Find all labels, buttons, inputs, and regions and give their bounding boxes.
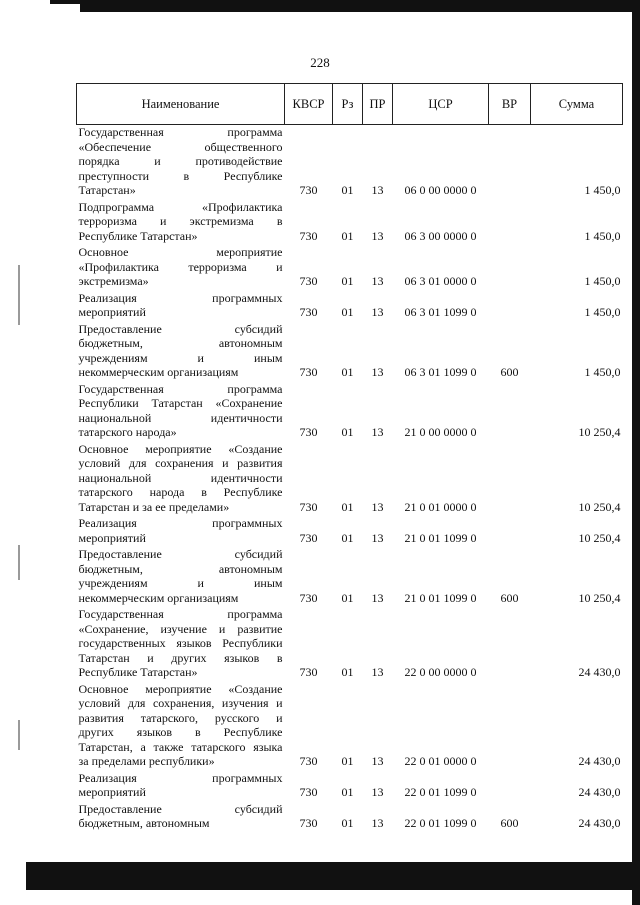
row-name-line: «Обеспечение общественного (78, 139, 283, 154)
row-csr-cell: 06 0 00 0000 0 (404, 183, 477, 197)
scan-artifact-mark (18, 720, 20, 750)
row-csr-cell: 06 3 00 0000 0 (404, 228, 477, 243)
row-rz-cell: 01 (341, 785, 354, 799)
column-header-pr: ПР (363, 84, 393, 125)
row-name-line: Татарстан» (78, 183, 136, 197)
row-vr-cell: 600 (500, 590, 519, 605)
table-row (77, 382, 623, 442)
scan-artifact-mark (18, 265, 20, 325)
row-sum-cell: 24 430,0 (578, 816, 621, 830)
row-name-line: «Профилактика терроризма и (78, 259, 283, 274)
row-csr-cell: 22 0 01 1099 0 (404, 785, 477, 799)
row-name-cell (77, 682, 285, 771)
row-csr-cell: 06 3 01 1099 0 (404, 365, 477, 379)
row-name-cell (77, 322, 285, 382)
row-rz-cell: 01 (341, 590, 354, 605)
row-vr-cell (489, 125, 531, 200)
row-vr-cell (489, 442, 531, 517)
table-row (77, 245, 623, 291)
row-vr-cell (489, 245, 531, 291)
row-name-line: Республике Татарстан» (78, 665, 198, 679)
row-name-line: некоммерческим организациям (78, 590, 239, 605)
row-sum-cell: 10 250,4 (578, 530, 621, 545)
row-name-line: татарского народа» (78, 425, 177, 439)
row-kvsr-cell: 730 (299, 785, 318, 799)
row-sum-cell: 24 430,0 (578, 754, 621, 768)
row-name-cell (77, 291, 285, 322)
row-kvsr-cell: 730 (299, 274, 318, 288)
row-name-line: Реализация программных (78, 770, 283, 785)
row-rz-cell: 01 (341, 754, 354, 768)
row-name-line: Реализация программных (78, 516, 283, 530)
row-vr-cell (489, 516, 531, 547)
row-name-cell (77, 200, 285, 246)
row-pr-cell: 13 (371, 785, 384, 799)
row-rz-cell: 01 (341, 228, 354, 243)
row-csr-cell: 06 3 01 0000 0 (404, 274, 477, 288)
table-row (77, 125, 623, 200)
row-vr-cell (489, 771, 531, 802)
row-rz-cell: 01 (341, 365, 354, 379)
row-csr-cell: 21 0 00 0000 0 (404, 425, 477, 439)
row-pr-cell: 13 (371, 590, 384, 605)
column-header-vr: ВР (489, 84, 531, 125)
row-name-line: условий для сохранения и развития (78, 456, 283, 470)
table-row (77, 802, 623, 833)
row-pr-cell: 13 (371, 816, 384, 830)
row-pr-cell: 13 (371, 183, 384, 197)
row-name-line: преступности в Республике (78, 168, 283, 183)
table-header (77, 84, 623, 125)
row-kvsr-cell: 730 (299, 530, 318, 545)
row-csr-cell: 21 0 01 1099 0 (404, 530, 477, 545)
row-name-line: Предоставление субсидий (78, 547, 283, 561)
row-sum-cell: 10 250,4 (578, 425, 621, 439)
row-kvsr-cell: 730 (299, 816, 318, 830)
row-kvsr-cell: 730 (299, 590, 318, 605)
row-name-line: Татарстан и за ее пределами» (78, 499, 230, 514)
row-rz-cell: 01 (341, 665, 354, 679)
scan-border-right (632, 0, 640, 905)
row-name-line: терроризма и экстремизма в (78, 214, 283, 228)
row-name-line: бюджетным, автономным (78, 816, 210, 830)
row-name-line: Государственная программа (78, 607, 283, 621)
row-name-cell (77, 125, 285, 200)
row-vr-cell: 600 (500, 816, 519, 830)
row-name-line: за пределами республики» (78, 754, 215, 768)
row-name-line: учреждениям и иным (78, 576, 283, 590)
row-rz-cell: 01 (341, 274, 354, 288)
scan-artifact-mark (18, 545, 20, 580)
row-vr-cell (489, 382, 531, 442)
page-number: 228 (310, 55, 330, 70)
row-name-line: условий для сохранения, изучения и (78, 696, 283, 710)
row-pr-cell: 13 (371, 274, 384, 288)
row-pr-cell: 13 (371, 754, 384, 768)
row-name-line: бюджетным, автономным (78, 336, 283, 350)
row-name-line: Государственная программа (78, 381, 283, 396)
row-sum-cell: 10 250,4 (578, 499, 621, 514)
row-sum-cell: 24 430,0 (578, 785, 621, 799)
row-name-line: развития татарского, русского и (78, 710, 283, 725)
row-name-line: государственных языков Республики (78, 636, 283, 650)
row-csr-cell: 22 0 01 1099 0 (404, 816, 477, 830)
row-csr-cell: 21 0 01 1099 0 (404, 590, 477, 605)
row-sum-cell: 1 450,0 (584, 274, 621, 288)
table-row (77, 547, 623, 607)
row-csr-cell: 06 3 01 1099 0 (404, 305, 477, 319)
row-name-line: Государственная программа (78, 125, 283, 139)
row-kvsr-cell: 730 (299, 305, 318, 319)
row-name-cell (77, 442, 285, 517)
row-vr-cell (489, 682, 531, 771)
row-sum-cell: 1 450,0 (584, 228, 621, 243)
row-pr-cell: 13 (371, 425, 384, 439)
row-name-line: Республике Татарстан» (78, 228, 198, 243)
row-rz-cell: 01 (341, 816, 354, 830)
row-vr-cell (489, 291, 531, 322)
row-csr-cell: 21 0 01 0000 0 (404, 499, 477, 514)
row-kvsr-cell: 730 (299, 665, 318, 679)
row-name-cell (77, 547, 285, 607)
row-rz-cell: 01 (341, 305, 354, 319)
scan-border-bottom (26, 862, 640, 890)
row-pr-cell: 13 (371, 228, 384, 243)
table-row (77, 771, 623, 802)
row-vr-cell (489, 607, 531, 682)
row-name-line: экстремизма» (78, 274, 149, 288)
table-row (77, 322, 623, 382)
row-kvsr-cell: 730 (299, 183, 318, 197)
row-name-line: Республики Татарстан «Сохранение (78, 396, 283, 410)
table-body (77, 125, 623, 833)
row-csr-cell: 22 0 00 0000 0 (404, 665, 477, 679)
row-name-cell (77, 607, 285, 682)
row-name-line: Предоставление субсидий (78, 321, 283, 336)
row-pr-cell: 13 (371, 305, 384, 319)
row-name-cell (77, 516, 285, 547)
row-pr-cell: 13 (371, 499, 384, 514)
row-name-line: других языков в Республике (78, 725, 283, 739)
row-rz-cell: 01 (341, 499, 354, 514)
row-name-line: Подпрограмма «Профилактика (78, 199, 283, 214)
row-vr-cell: 600 (500, 365, 519, 379)
column-header-kvsr: КВСР (285, 84, 333, 125)
row-name-line: бюджетным, автономным (78, 561, 283, 576)
row-name-line: мероприятий (78, 785, 146, 799)
row-name-line: учреждениям и иным (78, 350, 283, 365)
row-name-line: татарского народа в Республике (78, 485, 283, 499)
row-name-cell (77, 771, 285, 802)
row-name-line: Предоставление субсидий (78, 801, 283, 816)
table-row (77, 291, 623, 322)
row-name-line: Основное мероприятие «Создание (78, 681, 283, 696)
column-header-csr: ЦСР (393, 84, 489, 125)
column-header-rz: Рз (333, 84, 363, 125)
table-row (77, 200, 623, 246)
row-name-cell (77, 802, 285, 833)
row-sum-cell: 1 450,0 (584, 365, 621, 379)
row-kvsr-cell: 730 (299, 365, 318, 379)
budget-table (76, 83, 623, 833)
row-name-line: Татарстан, а также татарского языка (78, 739, 283, 754)
row-sum-cell: 24 430,0 (578, 665, 621, 679)
table-row (77, 607, 623, 682)
scan-border-top (80, 0, 640, 12)
row-name-cell (77, 382, 285, 442)
row-name-line: национальной идентичности (78, 470, 283, 485)
row-pr-cell: 13 (371, 530, 384, 545)
row-rz-cell: 01 (341, 425, 354, 439)
row-name-line: «Сохранение, изучение и развитие (78, 621, 283, 636)
row-name-line: Основное мероприятие «Создание (78, 441, 283, 456)
row-name-line: некоммерческим организациям (78, 365, 239, 379)
row-name-cell (77, 245, 285, 291)
row-rz-cell: 01 (341, 183, 354, 197)
row-name-line: мероприятий (78, 305, 146, 319)
row-name-line: Реализация программных (78, 290, 283, 305)
table-row (77, 442, 623, 517)
row-kvsr-cell: 730 (299, 425, 318, 439)
row-name-line: Татарстан и других языков в (78, 650, 283, 665)
row-name-line: Основное мероприятие (78, 245, 283, 259)
table-row (77, 682, 623, 771)
row-name-line: мероприятий (78, 530, 146, 545)
row-csr-cell: 22 0 01 0000 0 (404, 754, 477, 768)
row-sum-cell: 1 450,0 (584, 183, 621, 197)
row-kvsr-cell: 730 (299, 499, 318, 514)
row-pr-cell: 13 (371, 665, 384, 679)
row-kvsr-cell: 730 (299, 754, 318, 768)
row-kvsr-cell: 730 (299, 228, 318, 243)
table-row (77, 516, 623, 547)
row-name-line: порядка и противодействие (78, 154, 283, 168)
row-sum-cell: 10 250,4 (578, 590, 621, 605)
row-name-line: национальной идентичности (78, 410, 283, 425)
row-vr-cell (489, 200, 531, 246)
column-header-name: Наименование (77, 84, 285, 125)
row-rz-cell: 01 (341, 530, 354, 545)
column-header-sum: Сумма (531, 84, 623, 125)
row-sum-cell: 1 450,0 (584, 305, 621, 319)
row-pr-cell: 13 (371, 365, 384, 379)
